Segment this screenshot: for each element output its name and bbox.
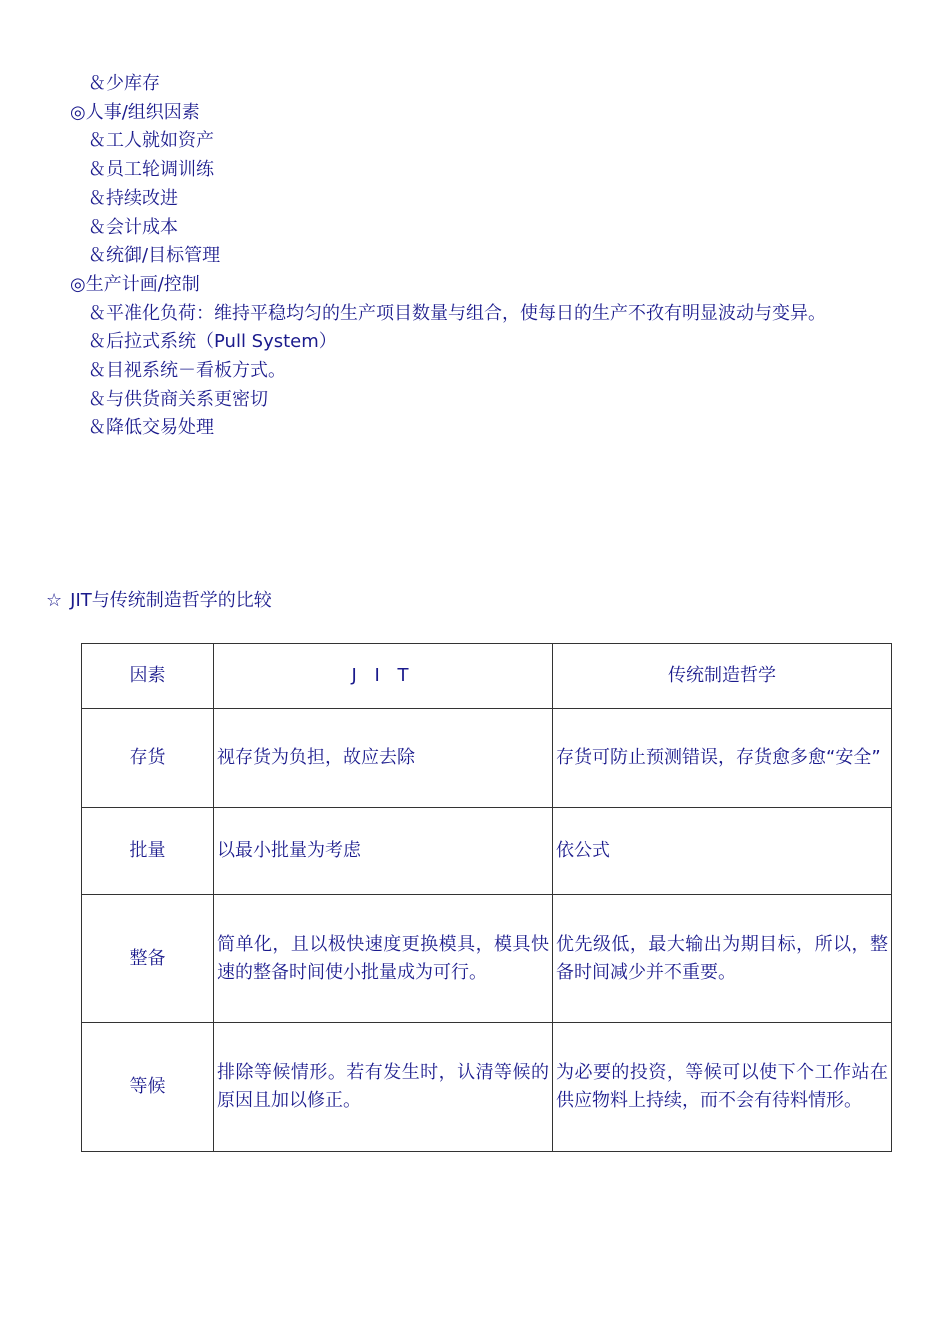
list-item: ＆会计成本: [88, 217, 178, 238]
table-row: [82, 895, 892, 1023]
list-item: ＆持续改进: [88, 188, 178, 209]
list-item: ＆平准化负荷：维持平稳均匀的生产项目数量与组合，使每日的生产不孜有明显波动与变异。: [88, 303, 826, 324]
table-row: [82, 1023, 892, 1152]
list-item: ＆与供货商关系更密切: [88, 389, 268, 410]
table-row: [82, 709, 892, 808]
section-title: JIT与传统制造哲学的比较: [70, 590, 272, 611]
jit-cell: 简单化，且以极快速度更换模具，模具快速的整备时间使小批量成为可行。: [214, 895, 553, 1023]
star-icon: ☆: [46, 590, 63, 611]
jit-cell: 视存货为负担，故应去除: [214, 709, 553, 808]
factor-cell: 存货: [82, 709, 214, 808]
traditional-cell: 依公式: [553, 808, 892, 895]
list-item: ＆少库存: [88, 73, 160, 94]
factor-cell: 批量: [82, 808, 214, 895]
traditional-cell: 存货可防止预测错误，存货愈多愈“安全”: [553, 709, 892, 808]
header-factor: 因素: [82, 644, 214, 709]
list-category: ◎生产计画/控制: [70, 274, 200, 295]
table-row: [82, 808, 892, 895]
list-item: ＆后拉式系统（Pull System）: [88, 331, 337, 352]
list-item: ＆目视系统－看板方式。: [88, 360, 286, 381]
traditional-cell: 为必要的投资，等候可以使下个工作站在供应物料上持续，而不会有待料情形。: [553, 1023, 892, 1152]
jit-cell: 以最小批量为考虑: [214, 808, 553, 895]
comparison-table: [81, 643, 892, 1152]
header-jit: J I T: [214, 644, 553, 709]
table-header-row: [82, 644, 892, 709]
list-category: ◎人事/组织因素: [70, 102, 200, 123]
section-heading: [46, 590, 272, 612]
jit-cell: 排除等候情形。若有发生时，认清等候的原因且加以修正。: [214, 1023, 553, 1152]
list-item: ＆员工轮调训练: [88, 159, 214, 180]
factor-cell: 等候: [82, 1023, 214, 1152]
header-traditional: 传统制造哲学: [553, 644, 892, 709]
list-item: ＆降低交易处理: [88, 417, 214, 438]
list-item: ＆工人就如资产: [88, 130, 214, 151]
factor-cell: 整备: [82, 895, 214, 1023]
traditional-cell: 优先级低，最大输出为期目标，所以，整备时间减少并不重要。: [553, 895, 892, 1023]
list-item: ＆统御/目标管理: [88, 245, 221, 266]
